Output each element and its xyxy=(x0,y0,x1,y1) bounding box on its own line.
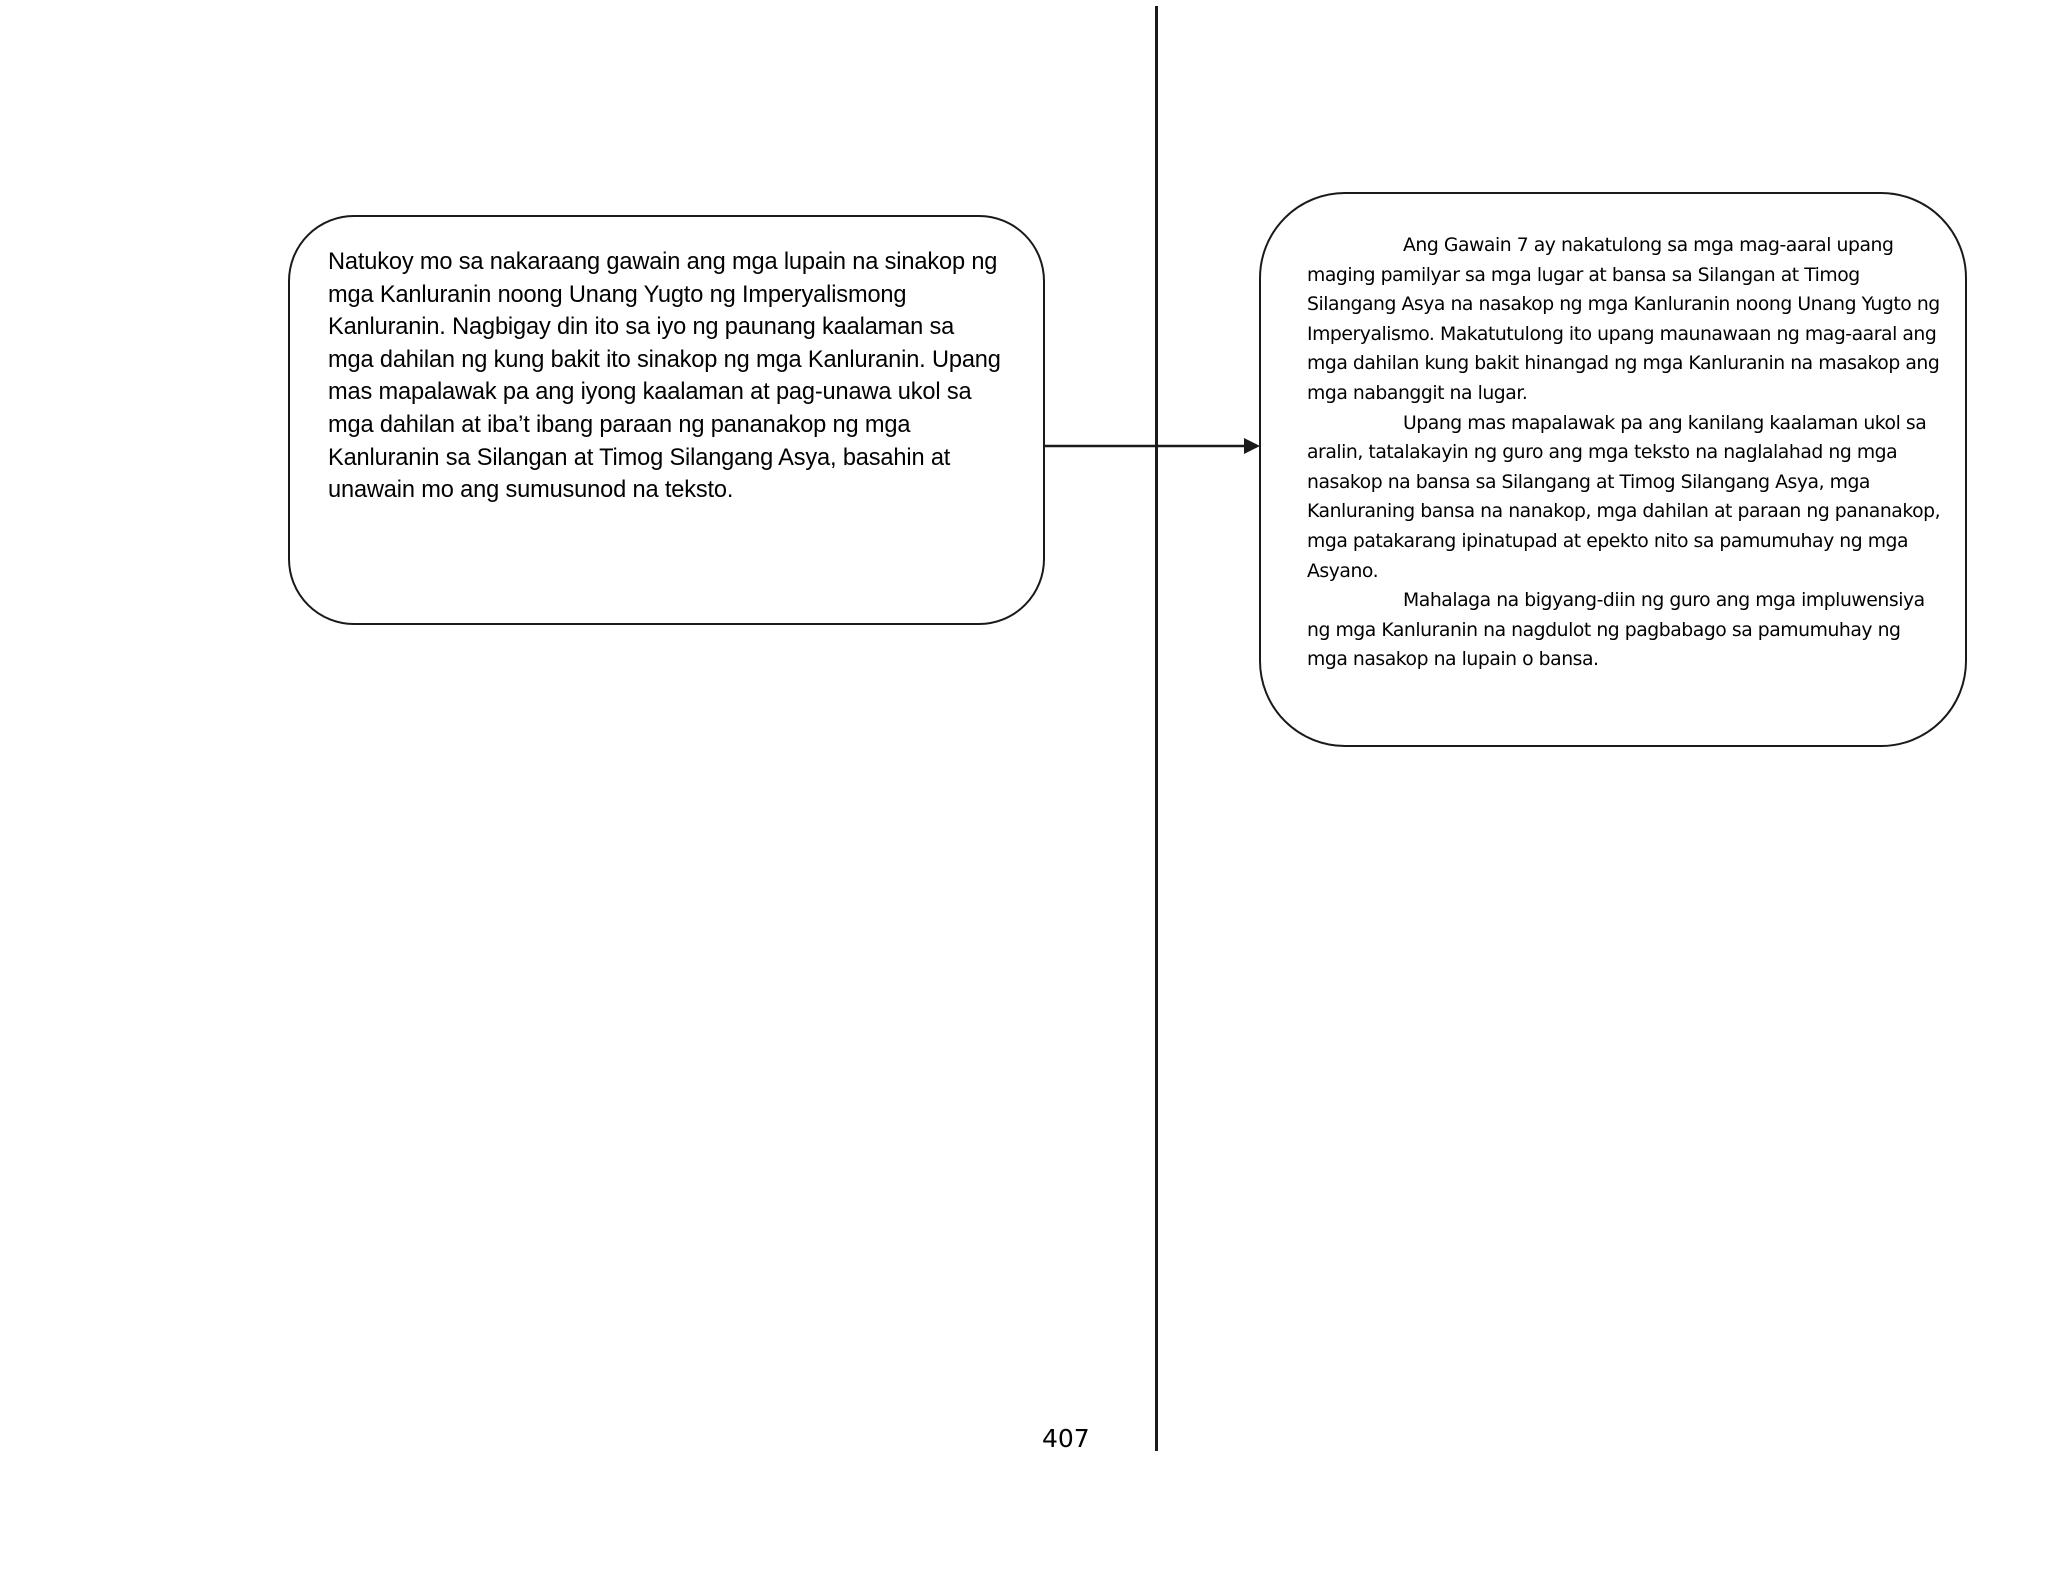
page-number: 407 xyxy=(1042,1424,1090,1453)
student-instruction-text: Natukoy mo sa nakaraang gawain ang mga lupain na sinakop ng mga Kanluranin noong Unang Yugto ng Imperyalismong Kanluranin. Nagbigay din ito sa iyo ng paunang kaalaman sa mga dahilan ng kung bakit ito sinakop ng mga Kanluranin. Upang mas mapalawak pa ang iyong kaalaman at pag-unawa ukol sa mga dahilan at iba’t ibang paraan ng pananakop ng mga Kanluranin sa Silangan at Timog Silangang Asya, basahin at unawain mo ang sumusunod na teksto. xyxy=(328,249,1001,504)
page-divider-line xyxy=(1155,6,1158,1451)
connector-arrow xyxy=(1043,434,1261,458)
teacher-note-paragraph-2: Upang mas mapalawak pa ang kanilang kaalaman ukol sa aralin, tatalakayin ng guro ang mga teksto na naglalahad ng mga nasakop na bansa sa Silangang at Timog Silangang Asya, mga Kanluraning bansa na nanakop, mga dahilan at paraan ng pananakop, mga patakarang ipinatupad at epekto nito sa pamumuhay ng mga Asyano. xyxy=(1307,412,1941,582)
teacher-note-paragraph-1: Ang Gawain 7 ay nakatulong sa mga mag-aaral upang maging pamilyar sa mga lugar at bansa sa Silangan at Timog Silangang Asya na nasakop ng mga Kanluranin noong Unang Yugto ng Imperyalismo. Makatutulong ito upang maunawaan ng mag-aaral ang mga dahilan kung bakit hinangad ng mga Kanluranin na masakop ang mga nabanggit na lugar. xyxy=(1307,235,1940,404)
teacher-note-paragraph-3: Mahalaga na bigyang-diin ng guro ang mga impluwensiya ng mga Kanluranin na nagdulot ng pagbabago sa pamumuhay ng mga nasakop na lupain o bansa. xyxy=(1307,590,1925,671)
student-instruction-box xyxy=(288,215,1045,625)
teacher-note-box xyxy=(1259,192,1967,747)
